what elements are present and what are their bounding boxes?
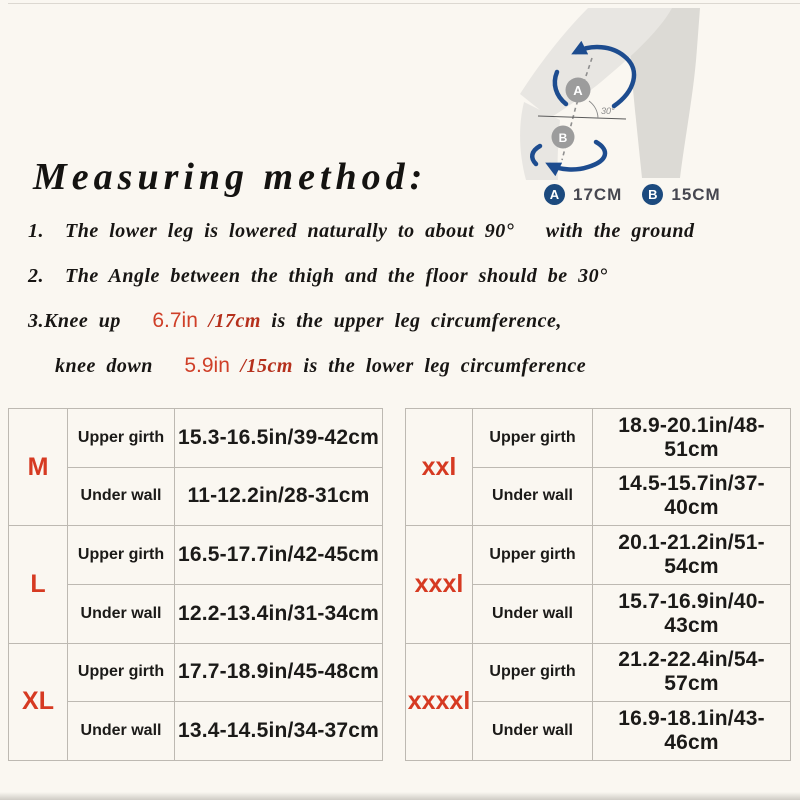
- table-row: [406, 409, 791, 468]
- size-table-right: [405, 408, 791, 761]
- measure-value-cell: 16.5-17.7in/42-45cm: [175, 526, 383, 585]
- measure-value-cell: 15.3-16.5in/39-42cm: [175, 409, 383, 468]
- measure-value-cell: 16.9-18.1in/43-46cm: [593, 702, 791, 761]
- legend-badge-a: A: [544, 184, 565, 205]
- legend-badge-b: B: [642, 184, 663, 205]
- instruction-step-2: 2. The Angle between the thigh and the floor should be 30°: [28, 265, 608, 287]
- measure-label-cell: Upper girth: [473, 526, 593, 585]
- measure-value-cell: 20.1-21.2in/51-54cm: [593, 526, 791, 585]
- angle-arc: [589, 101, 598, 118]
- instruction-step-1: 1. The lower leg is lowered naturally to about 90° with the ground: [28, 220, 695, 242]
- size-cell-l: L: [9, 526, 68, 643]
- measure-label-cell: Under wall: [68, 702, 175, 761]
- table-row: [406, 643, 791, 702]
- step4-cm-value: /15cm: [229, 355, 293, 377]
- measure-value-cell: 18.9-20.1in/48-51cm: [593, 409, 791, 468]
- size-cell-xxxl: xxxl: [406, 526, 473, 643]
- knee-diagram-illustration: [500, 8, 800, 203]
- step3-cm-value: /17cm: [197, 310, 261, 332]
- measure-label-cell: Under wall: [473, 467, 593, 526]
- table-row: [9, 643, 383, 702]
- size-cell-xxxxl: xxxxl: [406, 643, 473, 760]
- measure-value-cell: 14.5-15.7in/37-40cm: [593, 467, 791, 526]
- measure-value-cell: 21.2-22.4in/54-57cm: [593, 643, 791, 702]
- size-table-left: [8, 408, 383, 761]
- leg-measurement-diagram: [500, 8, 800, 218]
- measurement-legend: [544, 184, 733, 205]
- step3-inches-value: 6.7in: [152, 309, 198, 332]
- measure-value-cell: 17.7-18.9in/45-48cm: [175, 643, 383, 702]
- bottom-edge-band: [0, 792, 800, 800]
- table-row: [406, 526, 791, 585]
- measure-value-cell: 15.7-16.9in/40-43cm: [593, 584, 791, 643]
- instruction-step-4: [55, 354, 586, 378]
- measure-value-cell: 13.4-14.5in/34-37cm: [175, 702, 383, 761]
- step4-suffix: is the lower leg circumference: [292, 355, 587, 377]
- table-row: [9, 526, 383, 585]
- table-row: [9, 409, 383, 468]
- measure-label-cell: Upper girth: [68, 643, 175, 702]
- measure-label-cell: Upper girth: [473, 643, 593, 702]
- size-cell-xxl: xxl: [406, 409, 473, 526]
- measure-label-cell: Under wall: [473, 584, 593, 643]
- marker-b-label: B: [558, 131, 568, 145]
- legend-value-a: 17CM: [573, 184, 623, 204]
- marker-a-label: A: [573, 83, 583, 98]
- measure-label-cell: Upper girth: [473, 409, 593, 468]
- top-edge-line: [8, 3, 800, 4]
- measure-label-cell: Under wall: [473, 702, 593, 761]
- size-cell-m: M: [9, 409, 68, 526]
- measure-label-cell: Under wall: [68, 584, 175, 643]
- measure-value-cell: 11-12.2in/28-31cm: [175, 467, 383, 526]
- instruction-step-3: [28, 309, 562, 333]
- step4-prefix: knee down: [55, 355, 185, 377]
- angle-label: 30°: [601, 106, 615, 116]
- step4-inches-value: 5.9in: [184, 354, 230, 377]
- step3-prefix: 3.Knee up: [28, 310, 153, 332]
- measure-label-cell: Upper girth: [68, 526, 175, 585]
- measure-label-cell: Under wall: [68, 467, 175, 526]
- measure-label-cell: Upper girth: [68, 409, 175, 468]
- measure-value-cell: 12.2-13.4in/31-34cm: [175, 584, 383, 643]
- page-title: Measuring method:: [33, 156, 428, 199]
- legend-value-b: 15CM: [671, 184, 721, 204]
- step3-suffix: is the upper leg circumference,: [260, 310, 562, 332]
- size-cell-xl: XL: [9, 643, 68, 760]
